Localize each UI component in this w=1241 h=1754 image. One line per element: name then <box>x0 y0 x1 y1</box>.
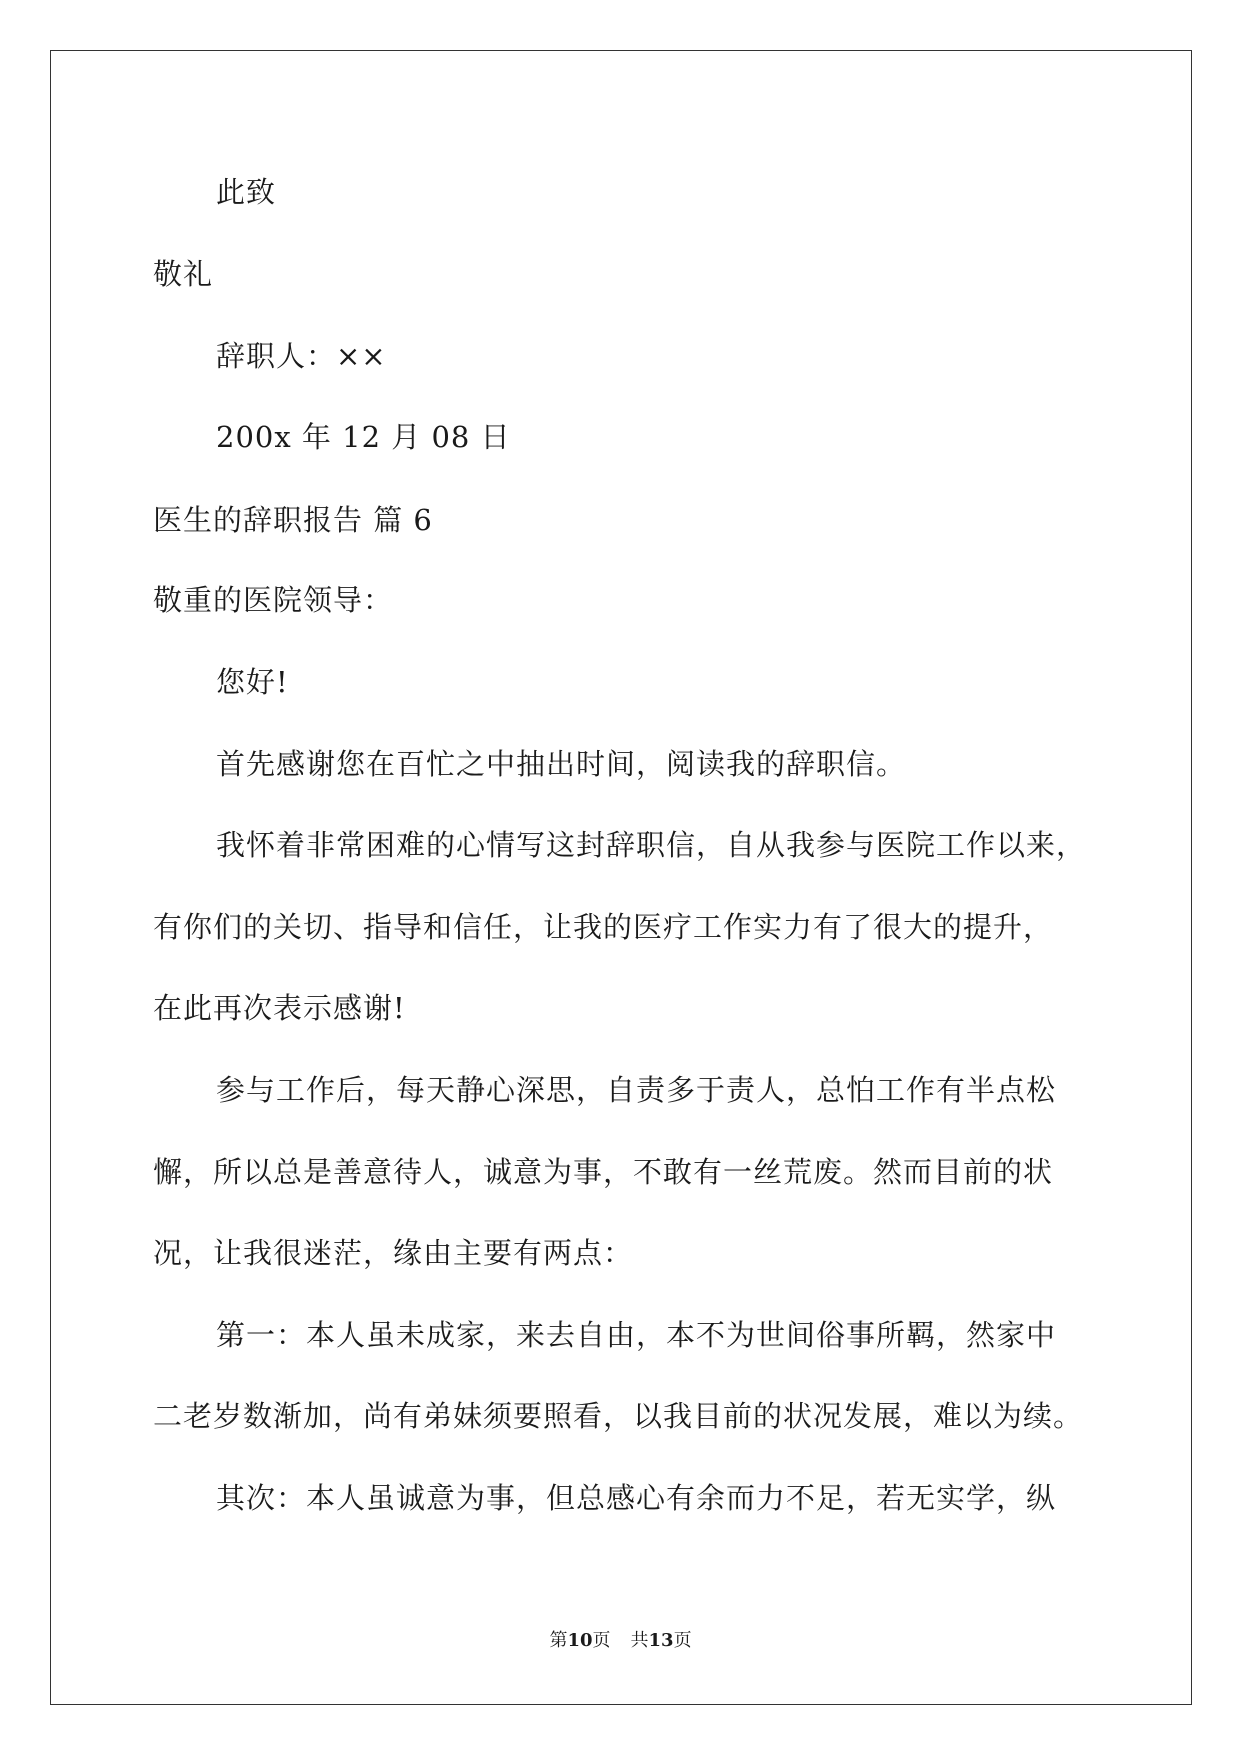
paragraph-line: 参与工作后，每天静心深思，自责多于责人，总怕工作有半点松 <box>216 1073 1057 1107</box>
signer-line: 辞职人：×× <box>216 339 387 373</box>
greeting: 您好! <box>216 665 289 699</box>
total-pages-number: 13 <box>648 1630 674 1651</box>
paragraph-line: 二老岁数渐加，尚有弟妹须要照看，以我目前的状况发展，难以为续。 <box>153 1399 1084 1433</box>
paragraph-line: 首先感谢您在百忙之中抽出时间，阅读我的辞职信。 <box>216 747 907 781</box>
page-footer <box>0 1629 1241 1653</box>
paragraph-line: 在此再次表示感谢! <box>153 991 406 1025</box>
page-border <box>50 50 1192 1705</box>
current-page-number: 10 <box>567 1630 593 1651</box>
closing-line-1: 此致 <box>216 175 277 209</box>
closing-line-2: 敬礼 <box>153 257 214 291</box>
date-line: 200x 年 12 月 08 日 <box>216 420 511 454</box>
paragraph-line: 况，让我很迷茫，缘由主要有两点： <box>153 1236 634 1270</box>
total-suffix: 页 <box>673 1630 692 1651</box>
section-heading: 医生的辞职报告 篇 6 <box>153 503 433 537</box>
paragraph-line: 懈，所以总是善意待人，诚意为事，不敢有一丝荒废。然而目前的状 <box>153 1155 1054 1189</box>
paragraph-line: 我怀着非常困难的心情写这封辞职信，自从我参与医院工作以来， <box>216 828 1087 862</box>
page-suffix: 页 <box>592 1630 611 1651</box>
paragraph-line: 有你们的关切、指导和信任，让我的医疗工作实力有了很大的提升， <box>153 910 1054 944</box>
total-prefix: 共 <box>630 1630 649 1651</box>
salutation: 敬重的医院领导： <box>153 583 394 617</box>
paragraph-line: 其次：本人虽诚意为事，但总感心有余而力不足，若无实学，纵 <box>216 1481 1057 1515</box>
paragraph-line: 第一：本人虽未成家，来去自由，本不为世间俗事所羁，然家中 <box>216 1318 1057 1352</box>
page-prefix: 第 <box>549 1630 568 1651</box>
